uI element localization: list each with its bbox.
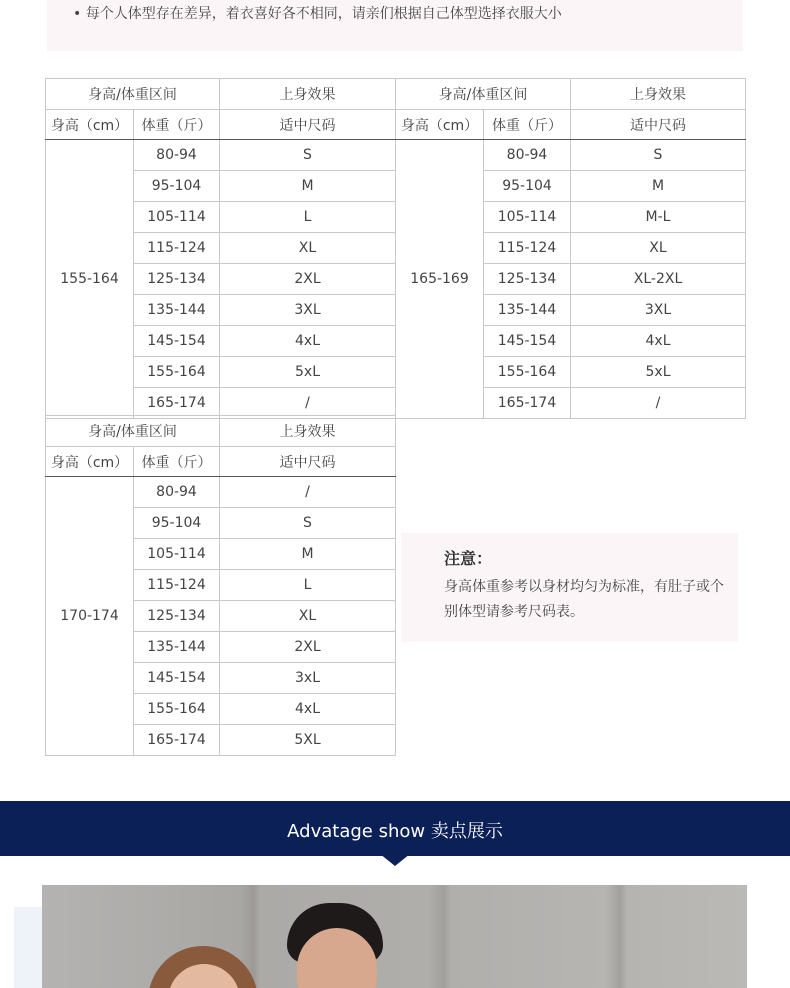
section-banner xyxy=(0,801,790,856)
col-size: 适中尺码 xyxy=(220,110,396,140)
top-note-content: 每个人体型存在差异，着衣喜好各不相同，请亲们根据自己体型选择衣服大小 xyxy=(85,6,562,22)
size-table-155-164 xyxy=(45,78,396,419)
size-cell: S xyxy=(571,140,746,171)
weight-cell: 145-154 xyxy=(484,326,571,357)
height-range-cell: 170-174 xyxy=(46,477,134,756)
weight-cell: 80-94 xyxy=(134,140,220,171)
top-note-box xyxy=(47,0,743,51)
weight-cell: 115-124 xyxy=(134,233,220,264)
weight-cell: 80-94 xyxy=(484,140,571,171)
weight-cell: 95-104 xyxy=(484,171,571,202)
weight-cell: 135-144 xyxy=(134,295,220,326)
weight-cell: 165-174 xyxy=(134,725,220,756)
size-cell: 3XL xyxy=(571,295,746,326)
banner-arrow-icon xyxy=(380,854,410,866)
col-weight: 体重（斤） xyxy=(134,447,220,477)
note-body: 身高体重参考以身材均匀为标准，有肚子或个别体型请参考尺码表。 xyxy=(444,579,724,620)
header-range: 身高/体重区间 xyxy=(46,79,220,110)
weight-cell: 155-164 xyxy=(134,357,220,388)
col-height: 身高（cm） xyxy=(46,110,134,140)
weight-cell: 115-124 xyxy=(134,570,220,601)
size-cell: 4xL xyxy=(571,326,746,357)
size-cell: S xyxy=(220,508,396,539)
weight-cell: 125-134 xyxy=(134,264,220,295)
size-cell: XL xyxy=(571,233,746,264)
size-cell: 3xL xyxy=(220,663,396,694)
header-range: 身高/体重区间 xyxy=(46,416,220,447)
weight-cell: 155-164 xyxy=(134,694,220,725)
note-box xyxy=(401,533,738,642)
col-height: 身高（cm） xyxy=(396,110,484,140)
weight-cell: 105-114 xyxy=(484,202,571,233)
size-cell: 2XL xyxy=(220,264,396,295)
size-cell: 4xL xyxy=(220,326,396,357)
col-size: 适中尺码 xyxy=(571,110,746,140)
height-range-cell: 165-169 xyxy=(396,140,484,419)
weight-cell: 145-154 xyxy=(134,663,220,694)
size-cell: 3XL xyxy=(220,295,396,326)
size-cell: / xyxy=(220,477,396,508)
size-cell: XL-2XL xyxy=(571,264,746,295)
weight-cell: 135-144 xyxy=(484,295,571,326)
product-photo xyxy=(42,885,747,988)
size-cell: / xyxy=(220,388,396,419)
photo-side-strip xyxy=(14,907,42,988)
header-effect: 上身效果 xyxy=(220,416,396,447)
weight-cell: 80-94 xyxy=(134,477,220,508)
size-cell: M-L xyxy=(571,202,746,233)
size-table-170-174 xyxy=(45,415,396,756)
size-cell: XL xyxy=(220,601,396,632)
size-cell: M xyxy=(220,539,396,570)
header-effect: 上身效果 xyxy=(220,79,396,110)
size-cell: L xyxy=(220,202,396,233)
col-size: 适中尺码 xyxy=(220,447,396,477)
weight-cell: 105-114 xyxy=(134,539,220,570)
size-cell: S xyxy=(220,140,396,171)
weight-cell: 105-114 xyxy=(134,202,220,233)
weight-cell: 95-104 xyxy=(134,508,220,539)
weight-cell: 125-134 xyxy=(134,601,220,632)
size-cell: 5xL xyxy=(220,357,396,388)
size-cell: 2XL xyxy=(220,632,396,663)
weight-cell: 155-164 xyxy=(484,357,571,388)
col-height: 身高（cm） xyxy=(46,447,134,477)
weight-cell: 95-104 xyxy=(134,171,220,202)
size-cell: M xyxy=(571,171,746,202)
top-note-text: • 每个人体型存在差异，着衣喜好各不相同，请亲们根据自己体型选择衣服大小 xyxy=(73,6,562,22)
weight-cell: 165-174 xyxy=(134,388,220,419)
size-cell: 5xL xyxy=(571,357,746,388)
size-cell: 5XL xyxy=(220,725,396,756)
size-cell: L xyxy=(220,570,396,601)
size-cell: / xyxy=(571,388,746,419)
size-cell: M xyxy=(220,171,396,202)
size-cell: 4xL xyxy=(220,694,396,725)
height-range-cell: 155-164 xyxy=(46,140,134,419)
header-effect: 上身效果 xyxy=(571,79,746,110)
weight-cell: 115-124 xyxy=(484,233,571,264)
col-weight: 体重（斤） xyxy=(484,110,571,140)
note-title: 注意： xyxy=(444,549,493,568)
col-weight: 体重（斤） xyxy=(134,110,220,140)
size-table-165-169 xyxy=(395,78,746,419)
weight-cell: 165-174 xyxy=(484,388,571,419)
size-cell: XL xyxy=(220,233,396,264)
weight-cell: 135-144 xyxy=(134,632,220,663)
header-range: 身高/体重区间 xyxy=(396,79,571,110)
weight-cell: 125-134 xyxy=(484,264,571,295)
banner-title: Advatage show 卖点展示 xyxy=(287,821,503,842)
weight-cell: 145-154 xyxy=(134,326,220,357)
